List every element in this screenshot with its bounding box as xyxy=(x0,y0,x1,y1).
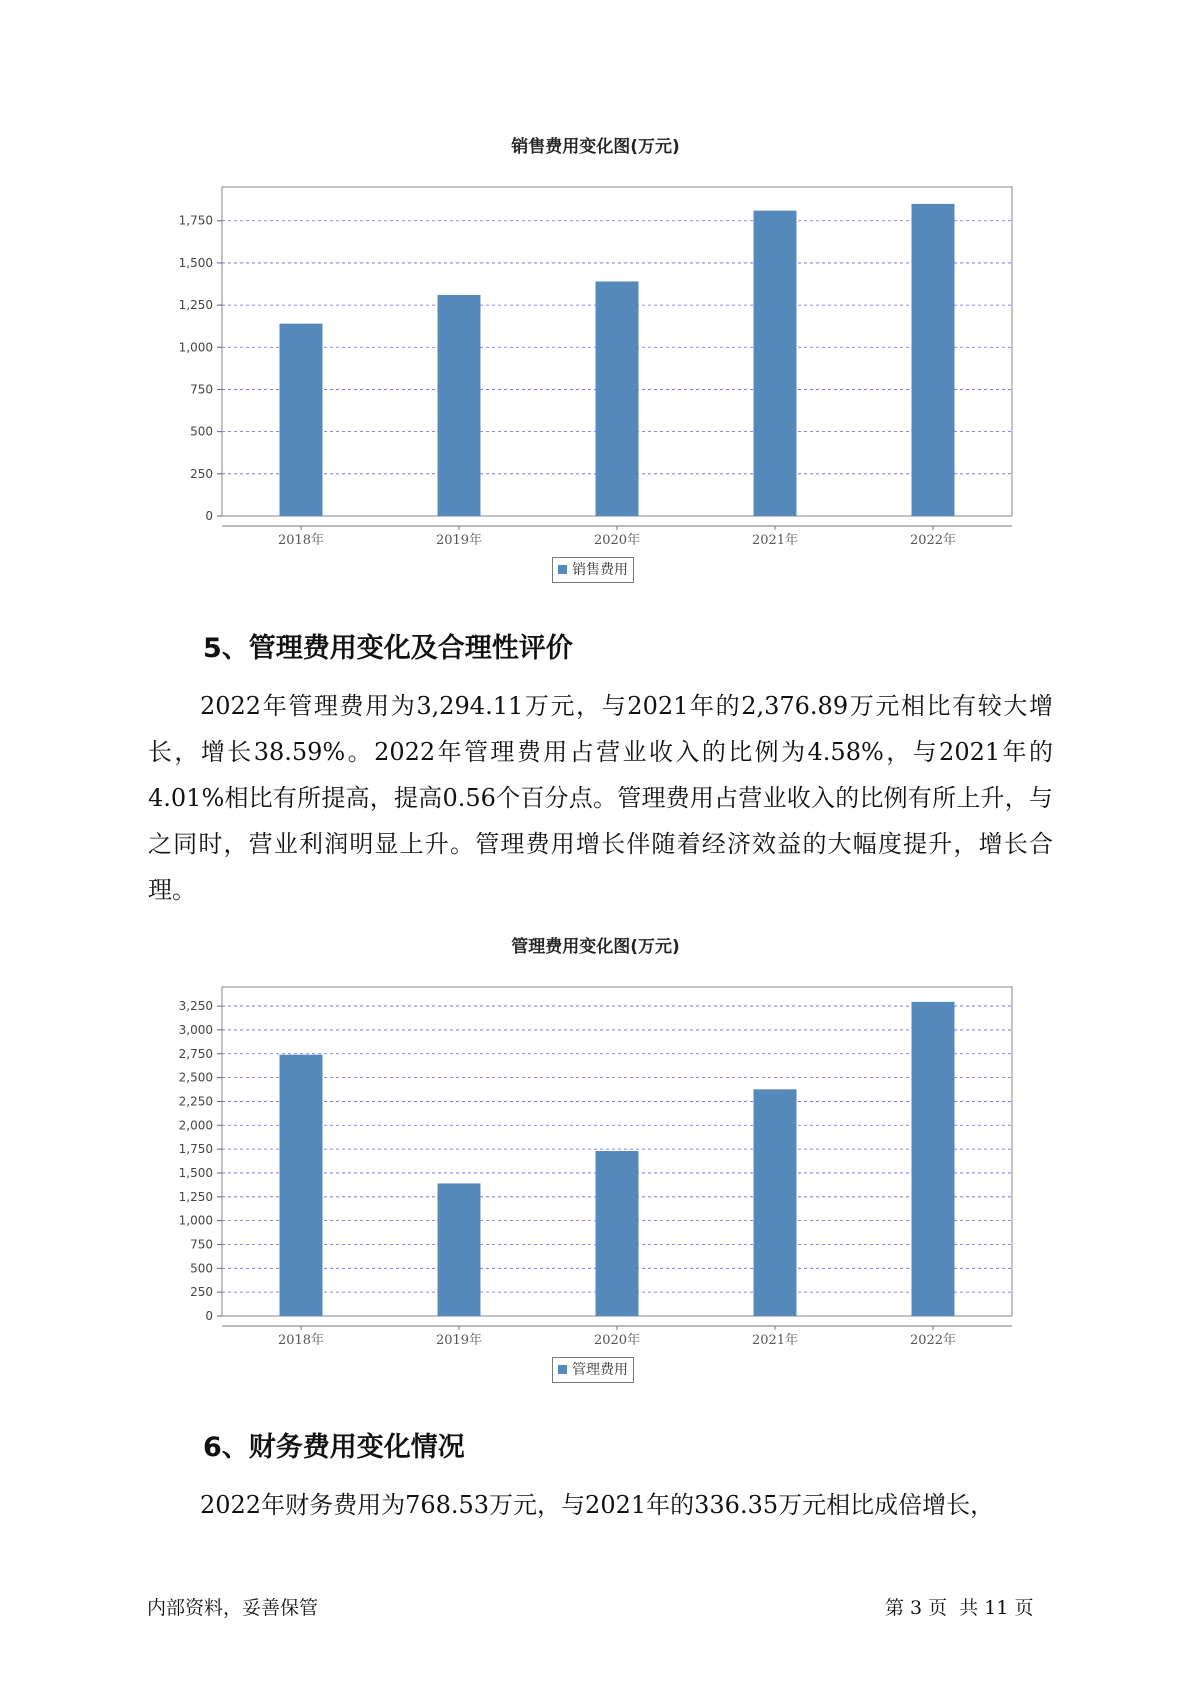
section-6-heading: 6、财务费用变化情况 xyxy=(203,1432,465,1463)
y-tick-label: 2,500 xyxy=(178,1070,213,1085)
legend-label: 销售费用 xyxy=(572,562,628,578)
y-tick-label: 1,000 xyxy=(178,340,213,355)
sales-expense-bar-chart xyxy=(0,160,1191,560)
x-tick-label: 2020年 xyxy=(593,533,641,548)
bar-2018年 xyxy=(280,324,323,516)
y-tick-label: 250 xyxy=(190,466,213,481)
legend-swatch xyxy=(558,565,567,574)
y-tick-label: 500 xyxy=(190,1261,213,1276)
bar-2020年 xyxy=(596,1151,639,1316)
x-tick-label: 2022年 xyxy=(909,1333,957,1348)
section-5-paragraph: 2022年管理费用为3,294.11万元，与2021年的2,376.89万元相比有较大增长，增长38.59%。2022年管理费用占营业收入的比例为4.58%，与2021年的4.01%相比有所提高，提高0.56个百分点。管理费用占营业收入的比例有所上升，与之同时，营业利润明显上升。管理费用增长伴随着经济效益的大幅度提升，增长合理。 xyxy=(148,692,1053,904)
y-tick-label: 2,000 xyxy=(178,1118,213,1133)
x-tick-label: 2021年 xyxy=(751,533,799,548)
section-6-paragraph: 2022年财务费用为768.53万元，与2021年的336.35万元相比成倍增长， xyxy=(200,1491,995,1519)
bar-2020年 xyxy=(596,281,639,516)
y-tick-label: 2,250 xyxy=(178,1094,213,1109)
legend-label: 管理费用 xyxy=(572,1362,628,1378)
x-tick-label: 2019年 xyxy=(435,1333,483,1348)
bar-2022年 xyxy=(912,204,955,516)
y-tick-label: 1,250 xyxy=(178,298,213,313)
section-5-heading: 5、管理费用变化及合理性评价 xyxy=(203,633,573,664)
bar-2019年 xyxy=(438,1183,481,1316)
y-tick-label: 3,250 xyxy=(178,999,213,1014)
x-tick-label: 2022年 xyxy=(909,533,957,548)
legend-swatch xyxy=(558,1365,567,1374)
bar-2021年 xyxy=(754,1089,797,1316)
x-tick-label: 2020年 xyxy=(593,1333,641,1348)
bar-2022年 xyxy=(912,1002,955,1316)
bar-2018年 xyxy=(280,1055,323,1316)
y-tick-label: 750 xyxy=(190,1237,213,1252)
y-tick-label: 1,500 xyxy=(178,255,213,270)
y-tick-label: 1,750 xyxy=(178,1142,213,1157)
bar-2019年 xyxy=(438,295,481,516)
legend-admin-expense xyxy=(552,1357,634,1383)
y-tick-label: 1,750 xyxy=(178,213,213,228)
chart-title-sales-expense: 销售费用变化图(万元) xyxy=(511,137,680,157)
footer-page-number: 第 3 页 共 11 页 xyxy=(885,1597,1034,1619)
y-tick-label: 1,500 xyxy=(178,1165,213,1180)
x-tick-label: 2019年 xyxy=(435,533,483,548)
y-tick-label: 1,250 xyxy=(178,1189,213,1204)
y-tick-label: 1,000 xyxy=(178,1213,213,1228)
admin-expense-bar-chart xyxy=(0,960,1191,1360)
y-tick-label: 250 xyxy=(190,1285,213,1300)
y-tick-label: 2,750 xyxy=(178,1046,213,1061)
chart-title-admin-expense: 管理费用变化图(万元) xyxy=(511,937,680,957)
bar-2021年 xyxy=(754,211,797,516)
x-tick-label: 2018年 xyxy=(277,1333,325,1348)
y-tick-label: 0 xyxy=(205,509,213,523)
y-tick-label: 0 xyxy=(205,1309,213,1323)
y-tick-label: 750 xyxy=(190,382,213,397)
legend-sales-expense xyxy=(552,557,634,583)
x-tick-label: 2018年 xyxy=(277,533,325,548)
x-tick-label: 2021年 xyxy=(751,1333,799,1348)
footer-confidential-note: 内部资料，妥善保管 xyxy=(147,1597,319,1619)
y-tick-label: 3,000 xyxy=(178,1022,213,1037)
y-tick-label: 500 xyxy=(190,424,213,439)
